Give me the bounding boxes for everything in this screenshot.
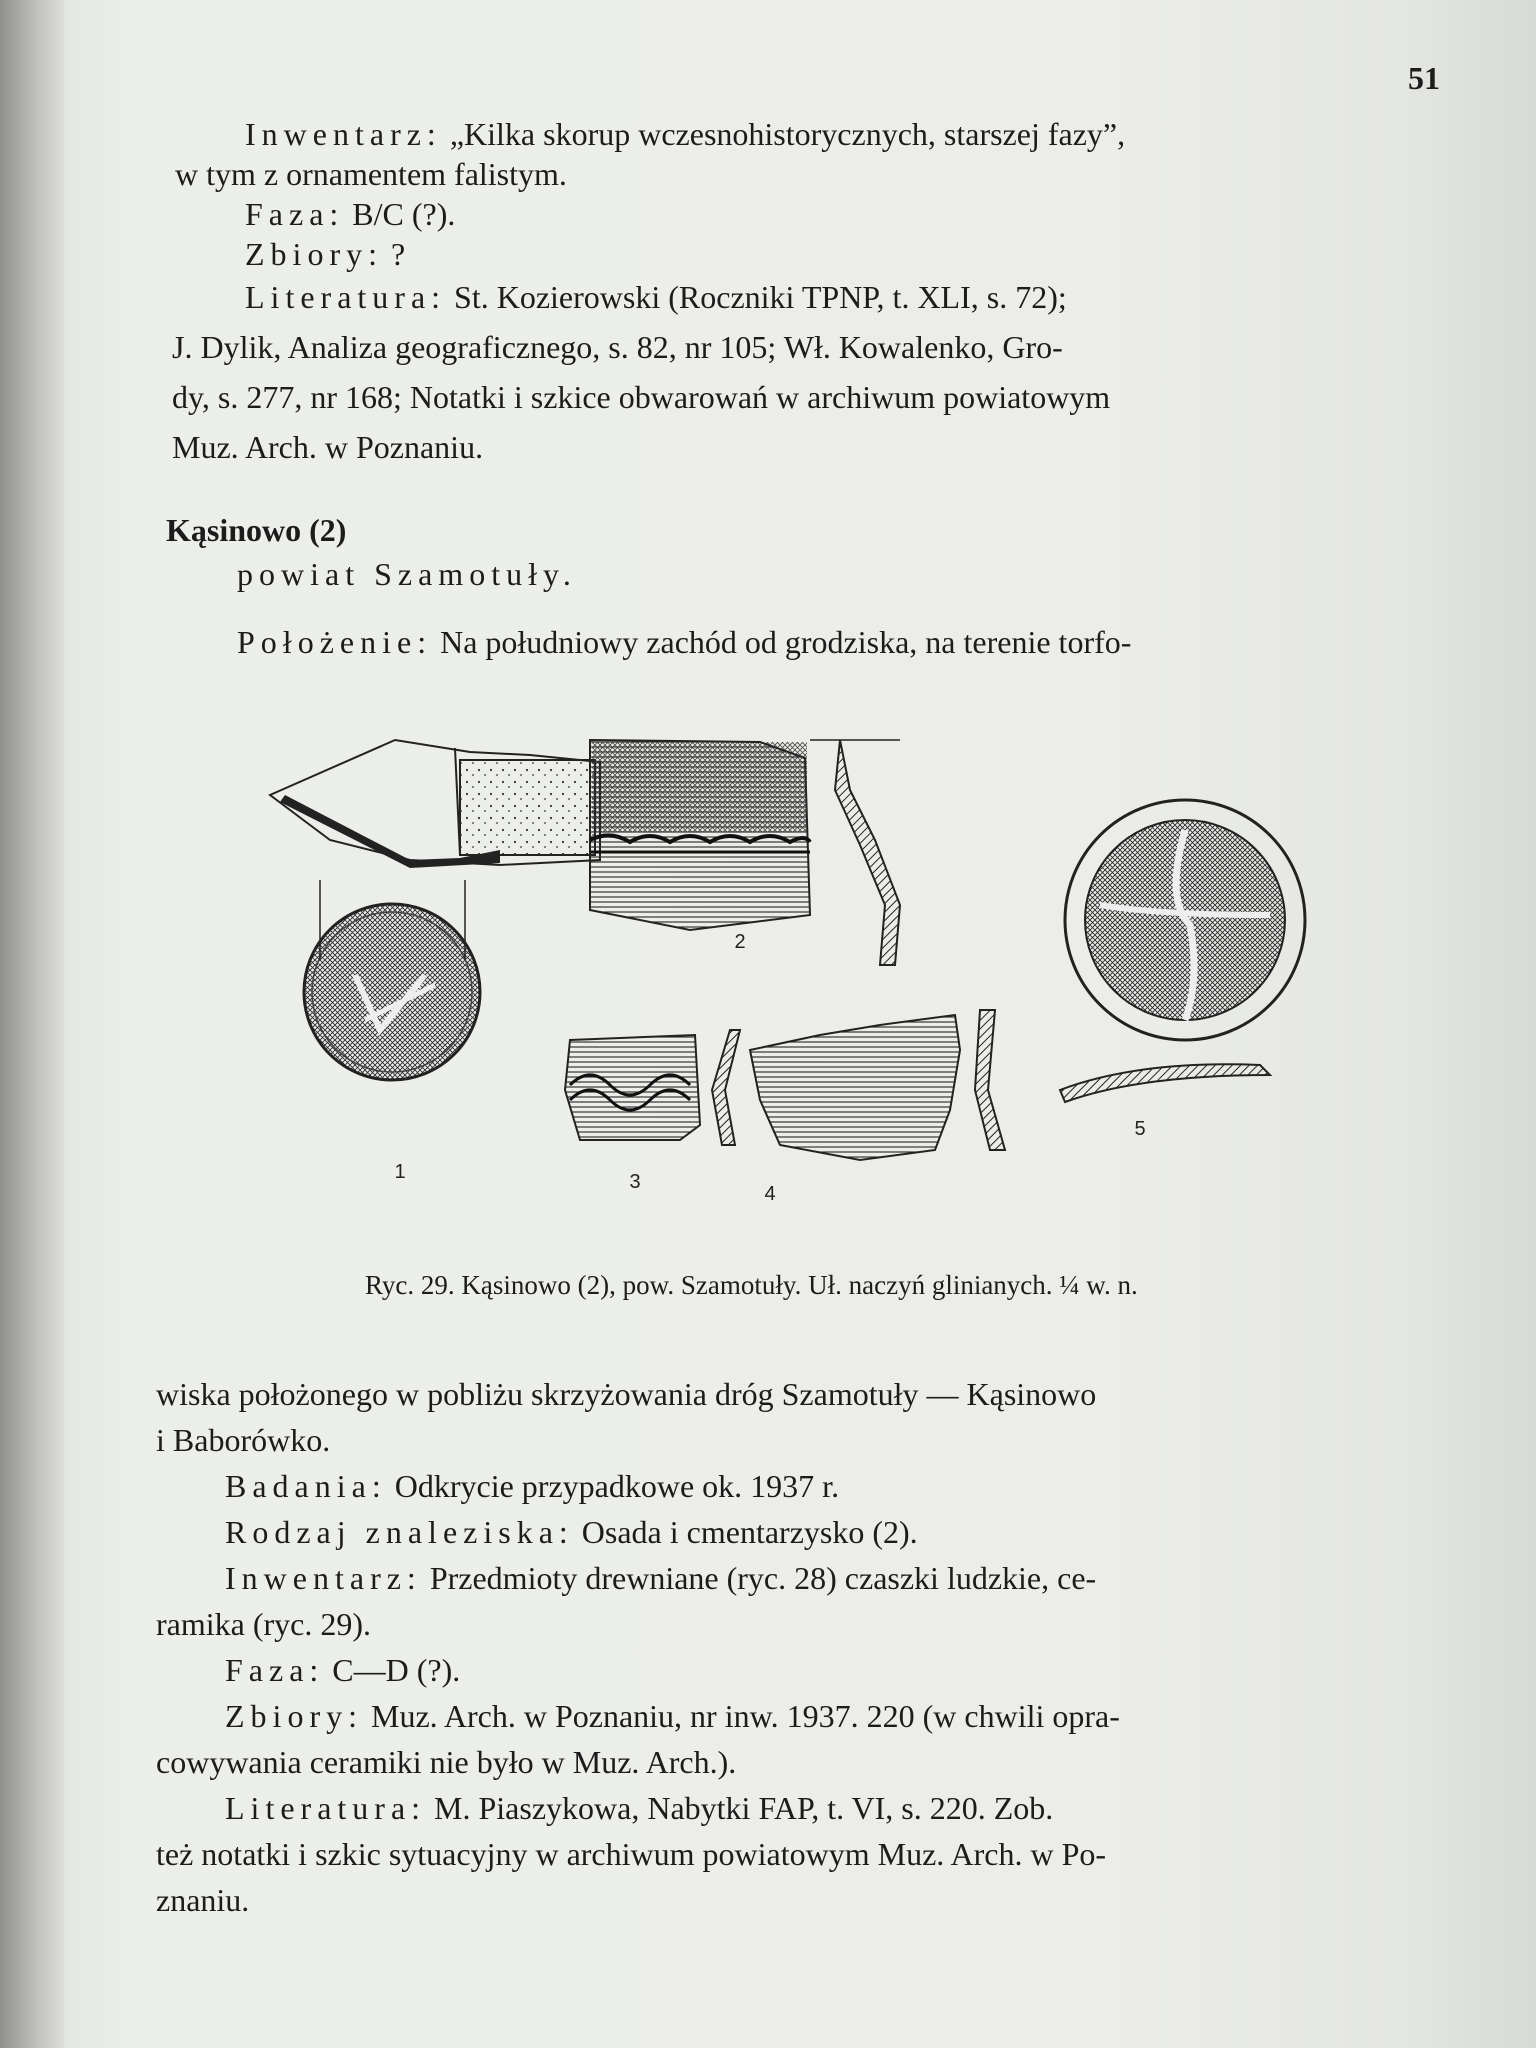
badania-line [225, 1464, 839, 1508]
top-literatura-line-4: Muz. Arch. w Poznaniu. [172, 429, 484, 465]
top-faza-line [245, 192, 455, 236]
inwentarz-label: Inwentarz: [225, 1560, 422, 1596]
top-inwentarz-line [245, 112, 1125, 156]
zbiory-label: Zbiory: [245, 236, 383, 272]
inwentarz-line-2: ramika (ryc. 29). [156, 1606, 372, 1642]
badania-value: Odkrycie przypadkowe ok. 1937 r. [394, 1468, 840, 1504]
faza-value: C—D (?). [332, 1652, 461, 1688]
rodzaj-value: Osada i cmentarzysko (2). [581, 1514, 918, 1550]
polozenie-line-2: wiska położonego w pobliżu skrzyżowania dróg Szamotuły — Kąsinowo [156, 1376, 1097, 1412]
rodzaj-label: Rodzaj znaleziska: [225, 1514, 574, 1550]
fig-label-1: 1 [394, 1161, 406, 1183]
rodzaj-line [225, 1510, 918, 1554]
zbiory-line-2: cowywania ceramiki nie było w Muz. Arch.). [156, 1744, 737, 1780]
fig-label-5: 5 [1134, 1118, 1146, 1140]
literatura-label: Literatura: [245, 279, 447, 315]
top-literatura-line-3: dy, s. 277, nr 168; Notatki i szkice obwarowań w archiwum powiatowym [172, 379, 1111, 415]
top-literatura-line [245, 275, 1067, 319]
zbiory-label: Zbiory: [225, 1698, 363, 1734]
zbiory-line [225, 1694, 1120, 1738]
badania-label: Badania: [225, 1468, 387, 1504]
page-number: 51 [1408, 60, 1440, 96]
figure-caption: Ryc. 29. Kąsinowo (2), pow. Szamotuły. Uł. naczyń glinianych. ¼ w. n. [365, 1270, 1138, 1300]
sherd-1-profile [270, 740, 600, 868]
literatura-line [225, 1786, 1053, 1830]
faza-label: Faza: [245, 196, 345, 232]
top-literatura-line-2: J. Dylik, Analiza geograficznego, s. 82, nr 105; Wł. Kowalenko, Gro- [172, 329, 1063, 365]
literatura-line-3: znaniu. [156, 1882, 250, 1918]
top-inwentarz-cont: w tym z ornamentem falistym. [175, 156, 567, 192]
faza-line [225, 1648, 460, 1692]
inwentarz-line [225, 1556, 1096, 1600]
powiat-text: powiat Szamotuły. [237, 556, 577, 592]
book-spine [0, 0, 64, 2048]
sherd-3 [565, 1030, 740, 1145]
polozenie-line-3: i Baborówko. [156, 1422, 331, 1458]
inwentarz-label: Inwentarz: [245, 116, 442, 152]
base-plate-5 [1060, 800, 1305, 1102]
fig-label-3: 3 [629, 1171, 641, 1193]
base-plate-1 [304, 904, 480, 1080]
entry-powiat [237, 552, 577, 596]
polozenie-text: Na południowy zachód od grodziska, na terenie torfo- [440, 624, 1132, 660]
zbiory-value: ? [390, 236, 406, 272]
faza-label: Faza: [225, 1652, 325, 1688]
entry-heading: Kąsinowo (2) [166, 512, 347, 548]
literatura-line-2: też notatki i szkic sytuacyjny w archiwum powiatowym Muz. Arch. w Po- [156, 1836, 1107, 1872]
pottery-figure [260, 730, 1400, 1230]
literatura-text: St. Kozierowski (Roczniki TPNP, t. XLI, s. 72); [454, 279, 1067, 315]
book-page [120, 40, 1440, 2030]
inwentarz-text: „Kilka skorup wczesnohistorycznych, starszej fazy”, [449, 116, 1126, 152]
sherd-4 [750, 1010, 1005, 1160]
literatura-text: M. Piaszykowa, Nabytki FAP, t. VI, s. 220. Zob. [434, 1790, 1054, 1826]
polozenie-label: Położenie: [237, 624, 433, 660]
faza-value: B/C (?). [352, 196, 456, 232]
literatura-label: Literatura: [225, 1790, 427, 1826]
zbiory-text: Muz. Arch. w Poznaniu, nr inw. 1937. 220 (w chwili opra- [370, 1698, 1120, 1734]
fig-label-4: 4 [764, 1183, 776, 1205]
inwentarz-text: Przedmioty drewniane (ryc. 28) czaszki ludzkie, ce- [429, 1560, 1097, 1596]
polozenie-line [237, 620, 1131, 664]
top-zbiory-line [245, 232, 405, 276]
fig-label-2: 2 [734, 931, 746, 953]
